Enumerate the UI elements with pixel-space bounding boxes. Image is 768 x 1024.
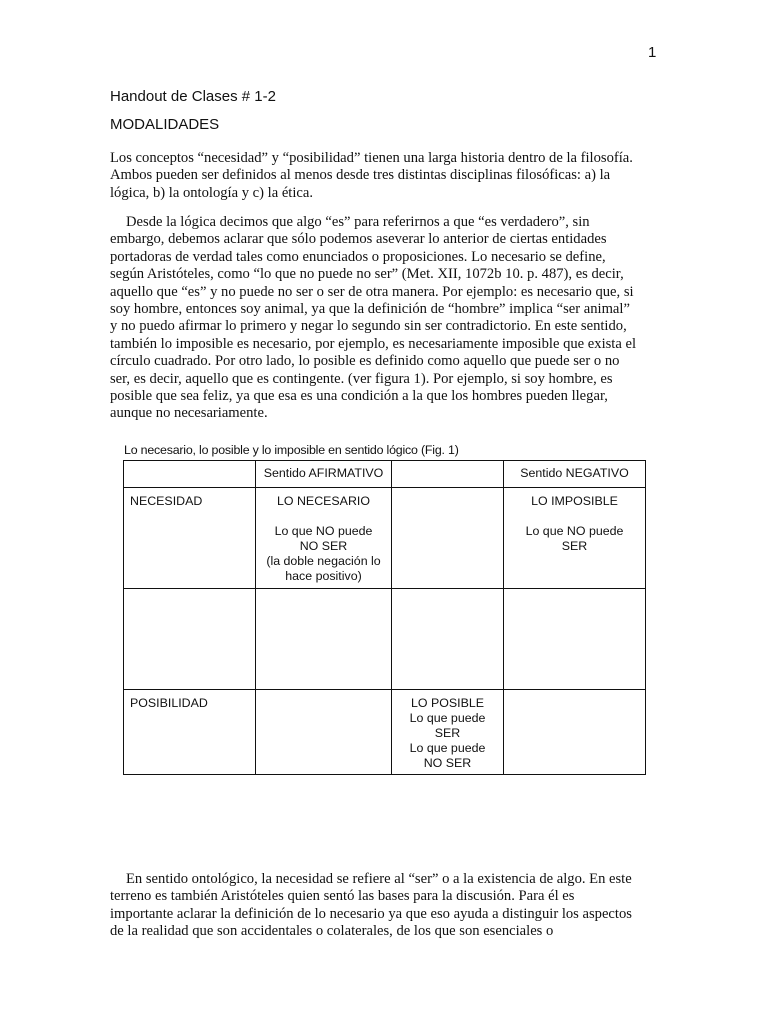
lo-necesario-line4: hace positivo) <box>285 569 362 583</box>
paragraph-ontology: En sentido ontológico, la necesidad se refiere al “ser” o a la existencia de algo. En este terreno es también Aristóteles quien sentó las bases para la discusión. Para él es importante aclarar la definición de lo necesario ya que eso ayuda a distinguir los aspectos de la realidad que son accidentales o colaterales, de los que son esenciales o <box>110 871 632 940</box>
empty-cell <box>504 589 646 690</box>
header-cell-empty <box>124 461 256 488</box>
modalities-table <box>123 460 646 775</box>
lo-necesario-block <box>256 488 391 584</box>
lo-imposible-line1: Lo que NO puede <box>525 524 624 538</box>
table-header-row <box>124 461 646 488</box>
table-row-empty <box>124 589 646 690</box>
header-cell-blank <box>392 461 504 488</box>
handout-title: Handout de Clases # 1-2 <box>110 88 276 105</box>
empty-cell <box>392 589 504 690</box>
header-negative: Sentido NEGATIVO <box>520 466 629 480</box>
lo-imposible-cell <box>504 488 646 589</box>
lo-posible-line4: NO SER <box>423 756 472 770</box>
lo-posible-title: LO POSIBLE <box>410 696 484 710</box>
header-cell-negative <box>504 461 646 488</box>
empty-cell <box>124 589 256 690</box>
lo-necesario-line3: (la doble negación lo <box>266 554 381 568</box>
lo-posible-line2: SER <box>434 726 461 740</box>
paragraph-intro: Los conceptos “necesidad” y “posibilidad” tienen una larga historia dentro de la filosofía. Ambos pueden ser definidos al menos desde tres distintas disciplinas filosóficas: a) la lógica, b) la ontología y c) la ética. <box>110 150 633 201</box>
necesidad-label-cell <box>124 488 256 589</box>
lo-imposible-line2: SER <box>561 539 588 553</box>
posibilidad-label-cell <box>124 690 256 775</box>
lo-posible-cell <box>392 690 504 775</box>
section-title: MODALIDADES <box>110 116 220 133</box>
lo-posible-line1: Lo que puede <box>409 711 486 725</box>
lo-necesario-line2: NO SER <box>299 539 348 553</box>
lo-posible-block <box>392 690 503 771</box>
table-row-posibilidad <box>124 690 646 775</box>
lo-posible-line3: Lo que puede <box>409 741 486 755</box>
lo-necesario-cell <box>256 488 392 589</box>
lo-necesario-title: LO NECESARIO <box>277 494 370 508</box>
lo-necesario-line1: Lo que NO puede <box>274 524 373 538</box>
figure-caption: Lo necesario, lo posible y lo imposible en sentido lógico (Fig. 1) <box>124 443 459 457</box>
table-row-necesidad <box>124 488 646 589</box>
posibilidad-label: POSIBILIDAD <box>130 696 208 710</box>
posibilidad-negative-cell <box>504 690 646 775</box>
header-affirmative: Sentido AFIRMATIVO <box>263 466 384 480</box>
posibilidad-affirmative-cell <box>256 690 392 775</box>
empty-cell <box>256 589 392 690</box>
header-cell-affirmative <box>256 461 392 488</box>
page-number: 1 <box>648 44 657 61</box>
lo-imposible-block <box>504 488 645 554</box>
necesidad-label: NECESIDAD <box>130 494 203 508</box>
necesidad-middle-cell <box>392 488 504 589</box>
paragraph-logic: Desde la lógica decimos que algo “es” para referirnos a que “es verdadero”, sin embargo, debemos aclarar que sólo podemos aseverar lo anterior de ciertas entidades portadoras de verdad tales como enunciados o proposiciones. Lo necesario se define, según Aristóteles, como “lo que no puede no ser” (Met. XII, 1072b 10. p. 487), es decir, aquello que “es” y no puede no ser o ser de otra manera. Por ejemplo: es necesario que, si soy hombre, entonces soy animal, ya que la definición de “hombre” implica “ser animal” y no puedo afirmar lo primero y negar lo segundo sin ser contradictorio. En este sentido, también lo imposible es necesario, por ejemplo, es necesariamente imposible que exista el círculo cuadrado. Por otro lado, lo posible es definido como aquello que puede ser o no ser, es decir, aquello que es contingente. (ver figura 1). Por ejemplo, si soy hombre, es posible que sea feliz, ya que esa es una condición a la que los hombres pueden llegar, aunque no necesariamente. <box>110 214 637 422</box>
lo-imposible-title: LO IMPOSIBLE <box>531 494 618 508</box>
